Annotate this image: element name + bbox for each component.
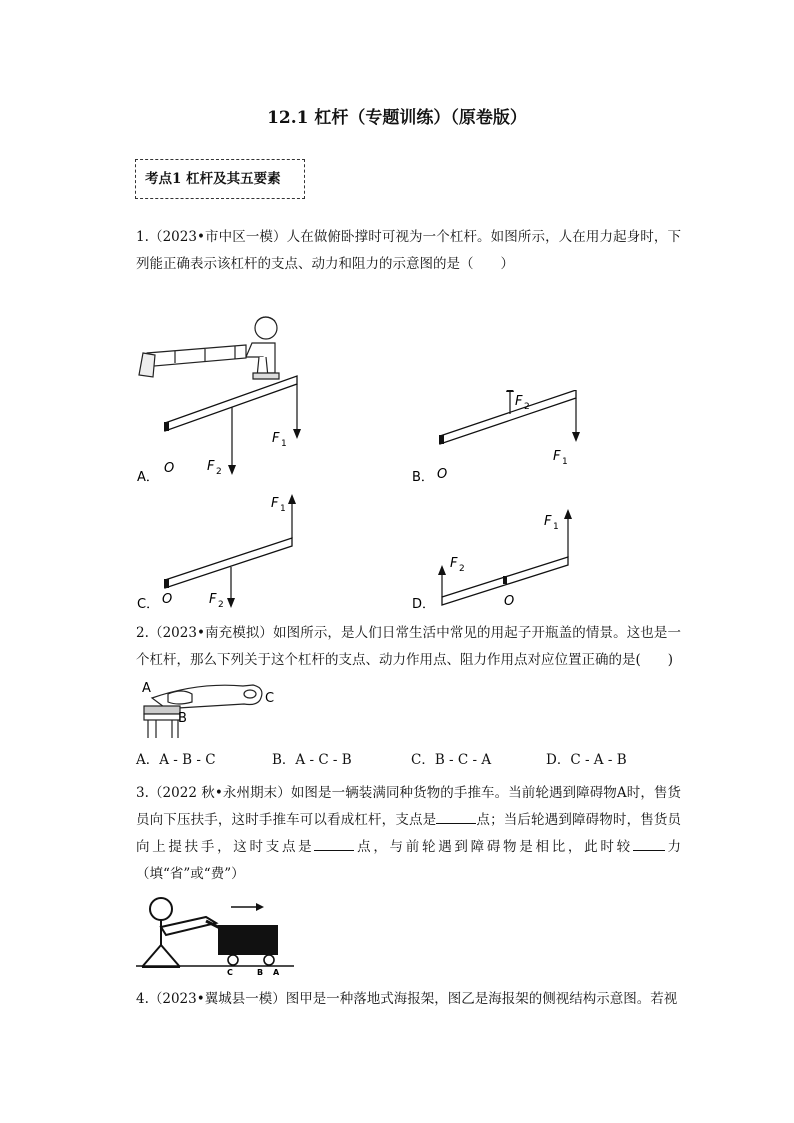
- question-3-text: [136, 780, 681, 888]
- section-box: 考点1 杠杆及其五要素: [135, 159, 305, 199]
- q3-text-part1: 3.（2022 秋•永州期末）如图是一辆装满同种货物的手推车。当前轮遇到障碍物A时，售货员向下压扶手，这时手推车可以看成杠杆，支点是: [136, 785, 681, 828]
- opener-label-c: C: [265, 691, 275, 706]
- q3-text-part3: 点，与前轮遇到障碍物是相比，此时较: [354, 839, 633, 855]
- force-f2-sub: 2: [218, 600, 224, 610]
- force-f1-label: F: [271, 496, 279, 511]
- page-title: 12.1 杠杆（专题训练）（原卷版）: [267, 108, 527, 128]
- q3-blank-1[interactable]: [436, 808, 476, 824]
- force-f1-sub: 1: [562, 457, 568, 467]
- opener-label-b: B: [178, 711, 187, 726]
- option-c-diagram[interactable]: [135, 490, 305, 612]
- option-a-label: A．: [137, 470, 159, 485]
- option-a-diagram[interactable]: [135, 373, 305, 485]
- option-d-diagram[interactable]: [410, 505, 585, 612]
- option-c-label: C．: [137, 597, 160, 612]
- question-4-text: 4.（2023•翼城县一模）图甲是一种落地式海报架，图乙是海报架的侧视结构示意图。若视: [136, 991, 678, 1007]
- pivot-o-label: O: [504, 594, 515, 609]
- force-f2-sub: 2: [216, 467, 222, 477]
- handcart-figure: [136, 895, 296, 975]
- q3-text-part2: 点；当后轮遇到障碍物时，售货员向上提扶手，这时支点是: [136, 812, 682, 855]
- option-b-f2-label: [510, 388, 540, 412]
- q2-option-b[interactable]: B．A - C - B: [272, 752, 352, 768]
- q2-option-a[interactable]: A．A - B - C: [136, 752, 216, 768]
- force-f2-sub: 2: [459, 564, 465, 574]
- force-f2-label: F: [515, 394, 523, 409]
- force-f2-sub: 2: [524, 402, 530, 412]
- force-f2-label: F: [450, 556, 458, 571]
- pivot-o-label: O: [164, 461, 175, 476]
- force-f1-label: F: [553, 449, 561, 464]
- question-2-text: 2.（2023•南充模拟）如图所示，是人们日常生活中常见的用起子开瓶盖的情景。这也是一个杠杆，那么下列关于这个杠杆的支点、动力作用点、阻力作用点对应位置正确的是( ): [136, 625, 681, 668]
- bottle-opener-figure: [138, 680, 283, 742]
- q3-blank-3[interactable]: [633, 835, 665, 851]
- q3-text-part4: 力（填“省”或“费”）: [136, 839, 682, 882]
- force-f1-label: F: [272, 431, 280, 446]
- option-b-diagram[interactable]: [410, 390, 590, 485]
- cart-label-c: C: [227, 968, 233, 975]
- option-b-label: B．: [412, 470, 434, 485]
- q2-option-d[interactable]: D．C - A - B: [546, 752, 627, 768]
- opener-label-a: A: [142, 681, 151, 696]
- pivot-o-label: O: [162, 592, 173, 607]
- force-f1-sub: 1: [281, 439, 287, 449]
- force-f1-sub: 1: [553, 522, 559, 532]
- q2-option-c[interactable]: C．B - C - A: [411, 752, 492, 768]
- pivot-o-label: O: [437, 467, 448, 482]
- cart-label-b: B: [257, 968, 264, 975]
- force-f2-label: F: [207, 459, 215, 474]
- force-f1-label: F: [544, 514, 552, 529]
- q3-blank-2[interactable]: [314, 835, 354, 851]
- option-d-label: D．: [412, 597, 436, 612]
- cart-label-a: A: [273, 968, 280, 975]
- force-f1-sub: 1: [280, 504, 286, 514]
- question-1-text: 1.（2023•市中区一模）人在做俯卧撑时可视为一个杠杆。如图所示，人在用力起身时，下列能正确表示该杠杆的支点、动力和阻力的示意图的是（ ）: [136, 229, 681, 272]
- force-f2-label: F: [209, 592, 217, 607]
